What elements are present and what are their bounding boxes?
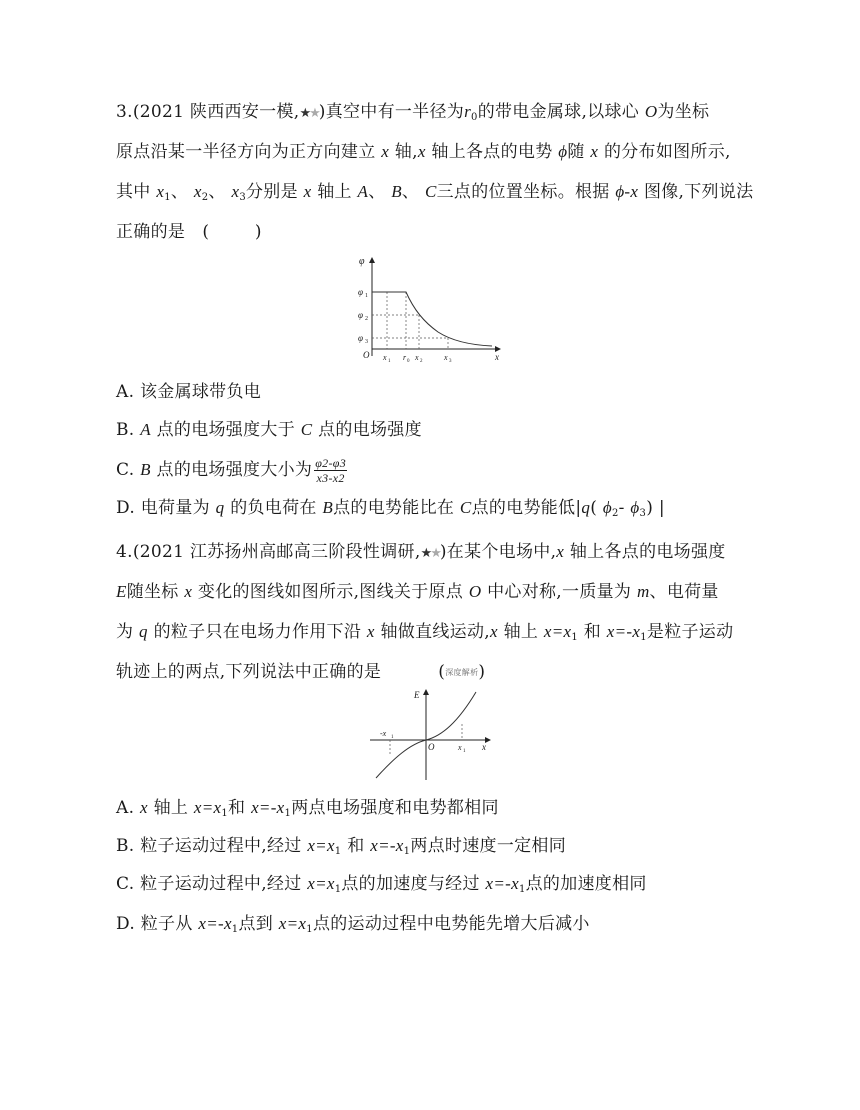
paren: ) [439,542,447,562]
q3-number: 3. [116,102,133,122]
abs-bar: | [575,498,582,518]
q3-line-2 [116,140,731,164]
q4-option-b [116,834,566,864]
option-text: D. 电荷量为 [116,498,210,518]
q3-figure-phi-x-graph [352,252,512,368]
x-axis-label: x [495,352,499,362]
q4-line-3 [116,620,733,650]
q3-stem: 轴上 [317,182,352,202]
q4-line-1 [116,540,726,566]
q4-stem: 中心对称,一质量为 [487,582,632,602]
phi3-label: φ [358,333,363,343]
q4-option-d [116,912,590,942]
q-symbol: q [581,498,591,517]
option-text: 点的电场强度大于 [156,420,296,440]
subscript: 1 [231,924,239,935]
subscript: 1 [306,924,313,935]
option-text: 点的运动过程中电势能先增大后减小 [312,914,590,934]
subscript: 1 [164,192,171,203]
subscript: 3 [239,192,246,203]
abs-bar: | [658,498,665,518]
x-symbol: x [590,142,599,161]
difficulty-star-icon: ★★ [299,106,319,121]
q4-stem: 随坐标 [126,582,179,602]
option-text: 点到 [238,914,274,934]
tick-x1-sub: 1 [388,359,391,364]
separator: 、 [208,182,226,202]
option-text: 轴上 [153,798,189,818]
q3-option-d [116,496,665,526]
C-symbol: C [459,498,472,517]
option-letter: C. [116,460,141,480]
x-symbol: x [184,582,193,601]
paren: ) [646,498,654,518]
q3-line-1 [116,100,709,130]
q3-stem: 的带电金属球,以球心 [477,102,640,122]
option-letter: B. [116,420,141,440]
q3-stem: 随 [567,142,585,162]
eq-pos: x=x [307,874,335,893]
tick-pos-x1-sub: 1 [463,749,466,754]
q4-line-2 [116,580,719,604]
answer-blank: ( [438,662,446,682]
q4-source: (2021 江苏扬州高邮高三阶段性调研, [132,542,421,562]
x-symbol: x [140,798,148,817]
q3-option-a [116,380,261,404]
q4-stem: 在某个电场中, [446,542,557,562]
A-symbol: A [357,182,369,201]
eq-neg: x=-x [485,874,519,893]
option-text: 和 [228,798,246,818]
q4-stem: 轴上 [503,622,539,642]
fraction [314,456,347,485]
phi2-label: φ [358,310,363,320]
subscript: 1 [640,632,647,643]
C-symbol: C [300,420,313,439]
phi-symbol: ϕ [602,498,612,517]
deep-analysis-tag[interactable]: 深度解析 [445,668,479,677]
q4-stem: 的粒子只在电场力作用下沿 [153,622,362,642]
subscript: 1 [571,632,579,643]
option-letter: A. [116,798,140,818]
subscript: 1 [334,884,342,895]
eq-neg: x=-x [251,798,285,817]
option-text: 点的电场强度 [318,420,422,440]
x-symbol: x [417,142,426,161]
q3-stem: 的分布如图所示, [603,142,731,162]
q-symbol: q [215,498,225,517]
q4-stem: 是粒子运动 [646,622,734,642]
option-text: C. 粒子运动过程中,经过 [116,874,302,894]
option-text: 的负电荷在 [230,498,317,518]
paren: ( [590,498,598,518]
x-symbol: x [303,182,312,201]
x-symbol: x [489,622,498,641]
B-symbol: B [391,182,402,201]
x-symbol: x [556,542,565,561]
option-text: 两点时速度一定相同 [410,836,567,856]
q4-option-a [116,796,499,826]
tick-x1: x [383,353,387,362]
option-text: 点的电势能比在 [333,498,455,518]
fraction-numerator: φ2-φ3 [315,456,346,470]
y-axis-label: φ [359,256,365,267]
tick-x2: x [415,353,419,362]
fraction-denominator: x3-x2 [316,471,345,485]
m-symbol: m [636,582,650,601]
q3-source: (2021 陕西西安一模, [132,102,300,122]
option-text: 两点电场强度和电势都相同 [291,798,499,818]
q4-figure-e-x-graph [368,686,498,784]
q3-line-4 [116,220,262,244]
subscript: 1 [403,846,411,857]
option-text: 点的加速度与经过 [341,874,480,894]
q4-stem: 、电荷量 [649,582,719,602]
x-axis-label: x [482,742,486,752]
q4-option-c [116,872,647,902]
subscript: 3 [639,508,647,519]
q3-stem: 图像,下列说法 [643,182,754,202]
paren: ) [318,102,326,122]
B-symbol: B [140,460,151,479]
option-text: B. 粒子运动过程中,经过 [116,836,302,856]
phi1-label: φ [358,287,363,297]
q-symbol: q [139,622,148,641]
q4-stem: 轴做直线运动, [380,622,490,642]
q3-stem: 原点沿某一半径方向为正方向建立 [116,142,376,162]
x-symbol: x [381,142,390,161]
x-symbol: x [366,622,375,641]
origin-label: O [363,350,370,360]
separator: 、 [368,182,386,202]
q3-line-3 [116,180,753,210]
E-symbol: E [116,582,127,601]
q3-stem: 分别是 [245,182,298,202]
phi3-sub: 3 [365,339,368,345]
option-text: A. 该金属球带负电 [116,382,262,402]
O-symbol: O [468,582,482,601]
eq-pos: x=x [543,622,572,641]
option-text: 点的电场强度大小为 [156,460,313,480]
q3-option-c [116,456,347,485]
eq-pos: x=x [278,914,307,933]
subscript: 1 [518,884,526,895]
option-text: 点的加速度相同 [525,874,647,894]
q3-stem: 三点的位置坐标。根据 [436,182,610,202]
B-symbol: B [322,498,334,517]
A-symbol: A [140,420,151,439]
tick-neg-x1: -x [380,729,387,738]
eq-pos: x=x [307,836,335,855]
phi-symbol: ϕ [558,142,568,161]
tick-neg-x1-sub: 1 [391,735,394,740]
tick-x2-sub: 2 [420,359,423,364]
eq-neg: x=-x [370,836,404,855]
q3-stem: 轴上各点的电势 [431,142,553,162]
difficulty-star-icon: ★★ [420,546,440,561]
eq-pos: x=x [193,798,222,817]
subscript: 1 [284,808,292,819]
q3-stem: 正确的是 [116,222,186,242]
q4-stem: 和 [583,622,602,642]
x-symbol: x [193,182,202,201]
separator: 、 [401,182,420,202]
r0-subscript: 0 [471,112,478,123]
phi2-sub: 2 [365,316,368,322]
tick-x3-sub: 3 [449,359,452,364]
O-symbol: O [644,102,658,121]
q4-stem: 为 [116,622,134,642]
q4-number: 4. [116,542,133,562]
C-symbol: C [424,182,437,201]
x-symbol: x [231,182,240,201]
q4-stem: 变化的图线如图所示,图线关于原点 [197,582,464,602]
tick-x3: x [444,353,448,362]
tick-r0-sub: 0 [407,359,410,364]
paren: ) [478,662,486,682]
q4-stem: 轴上各点的电场强度 [569,542,726,562]
origin-label: O [428,742,435,752]
r0-symbol: r [464,102,472,121]
q4-stem: 轨迹上的两点,下列说法中正确的是 [116,662,382,682]
eq-neg: x=-x [606,622,641,641]
phi1-sub: 1 [365,293,368,299]
eq-neg: x=-x [198,914,232,933]
q3-stem: 其中 [116,182,151,202]
tick-pos-x1: x [458,743,462,752]
subscript: 2 [201,192,209,203]
y-axis-label: E [414,690,420,700]
minus: - [618,498,625,518]
x-symbol: x [156,182,165,201]
separator: 、 [170,182,189,202]
q4-line-4 [116,660,485,685]
q3-stem: 真空中有一半径为 [325,102,465,122]
subscript: 1 [221,808,229,819]
q3-stem: 轴, [394,142,418,162]
subscript: 2 [611,508,619,519]
answer-blank: ( ) [202,222,262,242]
subscript: 1 [334,846,342,857]
q3-option-b [116,418,422,442]
option-text: 和 [347,836,365,856]
option-text: D. 粒子从 [116,914,193,934]
tick-r0: r [403,353,407,362]
phi-symbol: ϕ [630,498,640,517]
q3-stem: 为坐标 [657,102,710,122]
phi-x-symbol: ϕ-x [615,182,639,201]
option-text: 点的电势能低 [471,498,576,518]
